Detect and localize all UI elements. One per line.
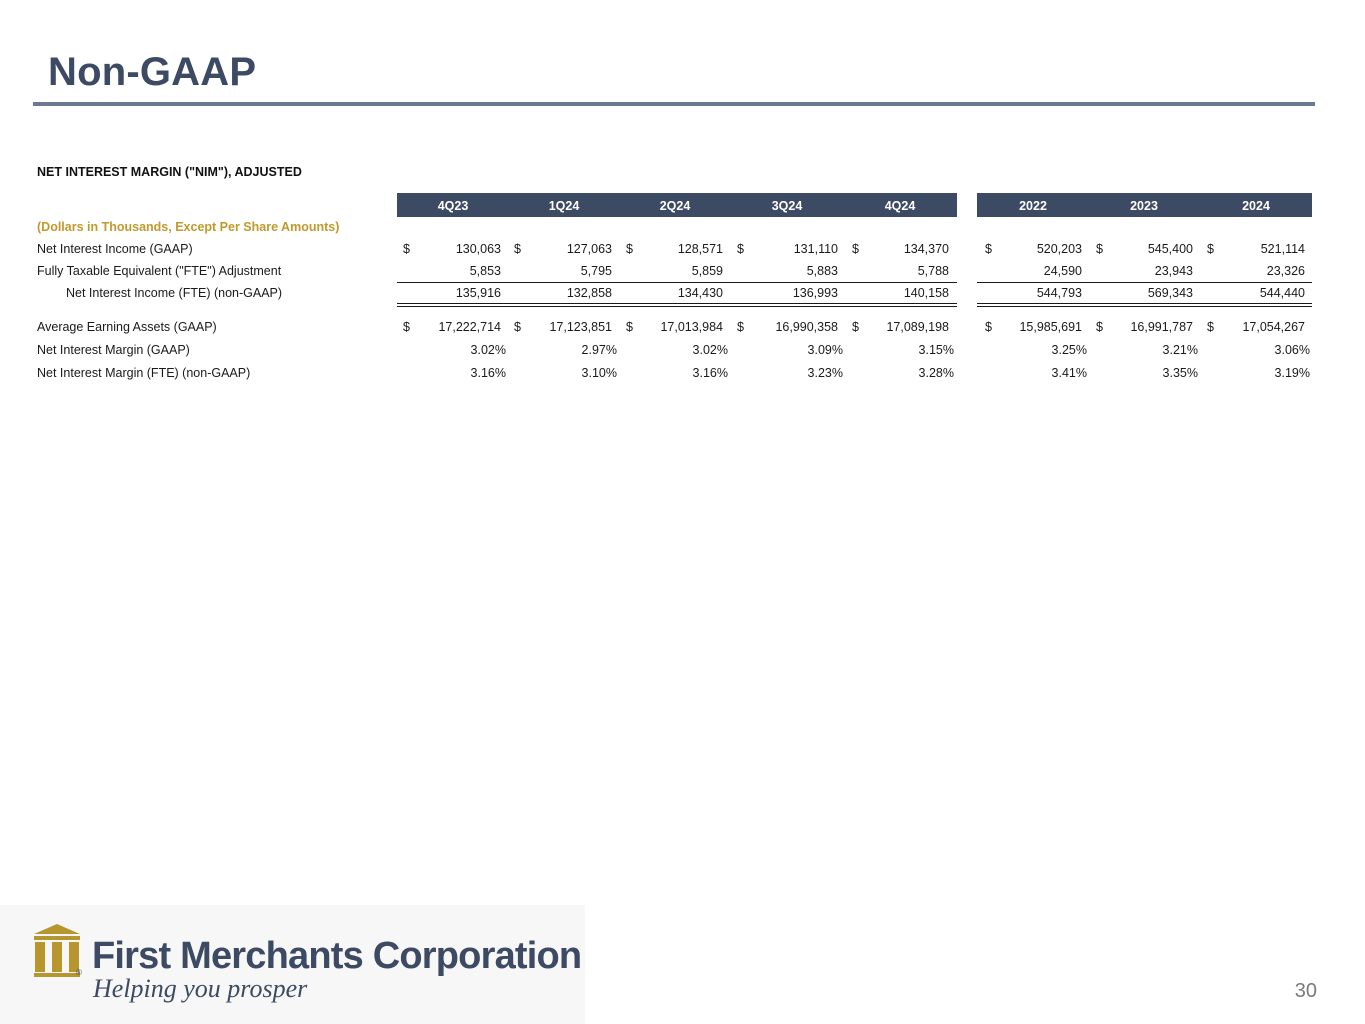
- table-cell: 5,853: [469, 264, 501, 278]
- title-divider: [33, 102, 1315, 106]
- table-cell: 569,343: [1147, 286, 1193, 300]
- table-cell: 130,063: [455, 242, 501, 256]
- table-cell: 23,326: [1266, 264, 1305, 278]
- row-label: Average Earning Assets (GAAP): [37, 320, 217, 334]
- row-label: Net Interest Income (GAAP): [37, 242, 193, 256]
- currency-symbol: $: [1096, 320, 1103, 334]
- total-double-rule: [977, 303, 1312, 304]
- subtotal-rule: [397, 282, 957, 283]
- table-cell: 16,991,787: [1130, 320, 1193, 334]
- currency-symbol: $: [985, 320, 992, 334]
- currency-symbol: $: [403, 242, 410, 256]
- company-name: First Merchants Corporation: [92, 935, 582, 977]
- total-double-rule: [397, 303, 957, 304]
- table-cell: 3.41%: [1051, 366, 1087, 380]
- currency-symbol: $: [985, 242, 992, 256]
- table-cell: 544,793: [1036, 286, 1082, 300]
- table-cell: 3.16%: [692, 366, 728, 380]
- table-cell: 3.02%: [692, 343, 728, 357]
- table-cell: 17,054,267: [1242, 320, 1305, 334]
- table-cell: 136,993: [792, 286, 838, 300]
- table-cell: 3.02%: [470, 343, 506, 357]
- column-header: 1Q24: [548, 199, 580, 213]
- table-cell: 520,203: [1036, 242, 1082, 256]
- table-cell: 2.97%: [581, 343, 617, 357]
- table-cell: 17,222,714: [438, 320, 501, 334]
- table-cell: 132,858: [566, 286, 612, 300]
- table-cell: 3.28%: [918, 366, 954, 380]
- table-cell: 3.25%: [1051, 343, 1087, 357]
- table-section-title: NET INTEREST MARGIN ("NIM"), ADJUSTED: [37, 165, 302, 179]
- currency-symbol: $: [1207, 320, 1214, 334]
- registered-mark: ®: [76, 968, 82, 977]
- table-cell: 134,370: [903, 242, 949, 256]
- currency-symbol: $: [626, 320, 633, 334]
- table-cell: 131,110: [793, 242, 838, 256]
- currency-symbol: $: [514, 320, 521, 334]
- table-cell: 23,943: [1154, 264, 1193, 278]
- table-cell: 17,013,984: [660, 320, 723, 334]
- row-label: Net Interest Margin (FTE) (non-GAAP): [37, 366, 251, 380]
- company-tagline: Helping you prosper: [93, 974, 308, 1003]
- currency-symbol: $: [403, 320, 410, 334]
- table-cell: 545,400: [1147, 242, 1193, 256]
- table-cell: 5,859: [691, 264, 723, 278]
- total-double-rule: [977, 306, 1312, 307]
- table-cell: 135,916: [455, 286, 501, 300]
- currency-symbol: $: [1207, 242, 1214, 256]
- table-cell: 128,571: [677, 242, 723, 256]
- table-cell: 16,990,358: [775, 320, 838, 334]
- column-header: 2023: [1130, 199, 1158, 213]
- currency-symbol: $: [852, 320, 859, 334]
- page-title: Non-GAAP: [48, 50, 257, 94]
- table-cell: 521,114: [1260, 242, 1305, 256]
- table-cell: 17,089,198: [886, 320, 949, 334]
- table-cell: 134,430: [677, 286, 723, 300]
- currency-symbol: $: [1096, 242, 1103, 256]
- table-cell: 3.23%: [807, 366, 843, 380]
- units-note: (Dollars in Thousands, Except Per Share Amounts): [37, 220, 340, 234]
- currency-symbol: $: [737, 242, 744, 256]
- currency-symbol: $: [514, 242, 521, 256]
- row-label: Net Interest Margin (GAAP): [37, 343, 190, 357]
- table-cell: 24,590: [1043, 264, 1082, 278]
- table-cell: 140,158: [903, 286, 949, 300]
- table-cell: 3.06%: [1274, 343, 1310, 357]
- table-cell: 5,788: [917, 264, 949, 278]
- table-cell: 5,795: [580, 264, 612, 278]
- currency-symbol: $: [626, 242, 633, 256]
- table-cell: 3.16%: [470, 366, 506, 380]
- column-header: 2024: [1242, 199, 1270, 213]
- table-cell: 5,883: [806, 264, 838, 278]
- column-header: 4Q23: [437, 199, 469, 213]
- column-header: 2Q24: [659, 199, 691, 213]
- row-label: Net Interest Income (FTE) (non-GAAP): [66, 286, 283, 300]
- table-cell: 17,123,851: [549, 320, 612, 334]
- total-double-rule: [397, 306, 957, 307]
- table-cell: 3.10%: [581, 366, 617, 380]
- row-label: Fully Taxable Equivalent ("FTE") Adjustment: [37, 264, 282, 278]
- column-header: 2022: [1019, 199, 1047, 213]
- column-header: 3Q24: [771, 199, 803, 213]
- table-cell: 3.15%: [918, 343, 954, 357]
- table-cell: 544,440: [1259, 286, 1305, 300]
- subtotal-rule: [977, 282, 1312, 283]
- table-cell: 127,063: [566, 242, 612, 256]
- table-cell: 3.35%: [1162, 366, 1198, 380]
- table-cell: 15,985,691: [1019, 320, 1082, 334]
- table-cell: 3.21%: [1162, 343, 1198, 357]
- table-cell: 3.09%: [807, 343, 843, 357]
- column-header: 4Q24: [884, 199, 916, 213]
- page-number: 30: [1294, 980, 1317, 1002]
- table-cell: 3.19%: [1274, 366, 1310, 380]
- currency-symbol: $: [852, 242, 859, 256]
- currency-symbol: $: [737, 320, 744, 334]
